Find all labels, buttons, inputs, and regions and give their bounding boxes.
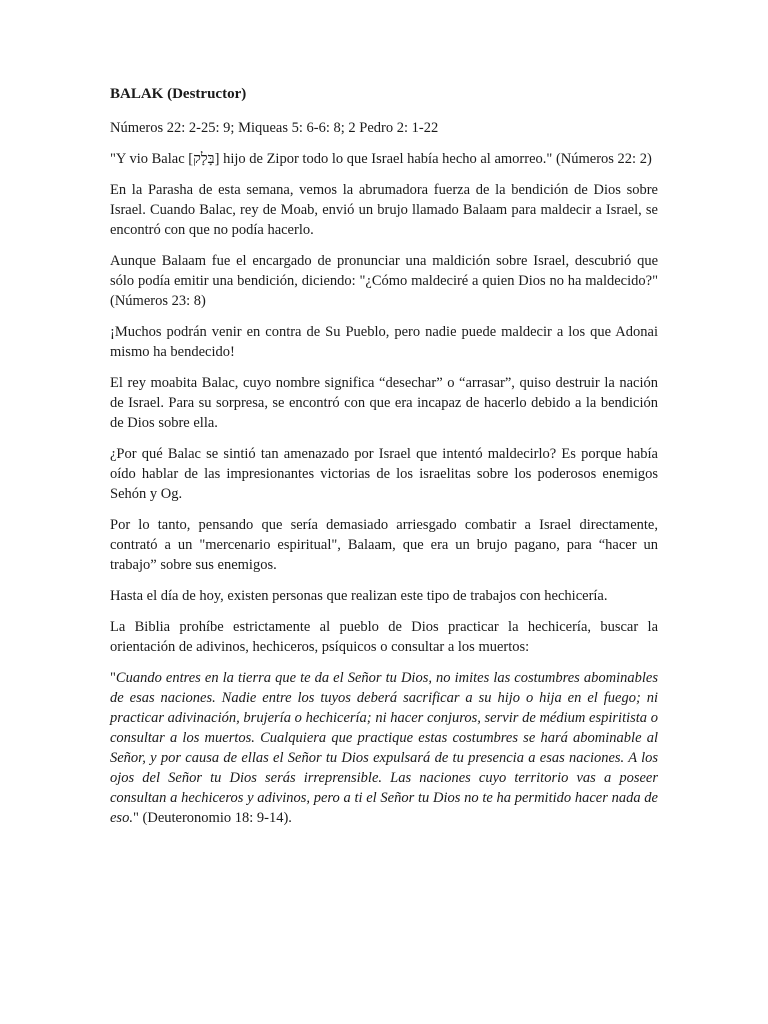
paragraph-6: ¿Por qué Balac se sintió tan amenazado por Israel que intentó maldecirlo? Es porque había oído hablar de las impresionantes victorias de los israelitas sobre los poderosos enemigos Sehón y Og.: [110, 446, 658, 502]
deuteronomy-quote: [110, 668, 658, 828]
paragraph-9: La Biblia prohíbe estrictamente al pueblo de Dios practicar la hechicería, buscar la orientación de adivinos, hechiceros, psíquicos o consultar a los muertos:: [110, 619, 658, 655]
paragraph-5: El rey moabita Balac, cuyo nombre significa “desechar” o “arrasar”, quiso destruir la nación de Israel. Para su sorpresa, se encontró con que era incapaz de hacerlo debido a la bendición de Dios sobre ella.: [110, 375, 658, 431]
paragraph-3: Aunque Balaam fue el encargado de pronunciar una maldición sobre Israel, descubrió que sólo podía emitir una bendición, diciendo: "¿Cómo maldeciré a quien Dios no ha maldecido?" (Números 23: 8): [110, 253, 658, 309]
quote-citation: (Deuteronomio 18: 9-14).: [138, 810, 292, 826]
paragraph-7: Por lo tanto, pensando que sería demasiado arriesgado combatir a Israel directamente, contrató a un "mercenario espiritual", Balaam, que era un brujo pagano, para “hacer un trabajo” sobre sus enemigos.: [110, 517, 658, 573]
quote-text: Cuando entres en la tierra que te da el Señor tu Dios, no imites las costumbres abominables de esas naciones. Nadie entre los tuyos deberá sacrificar a su hijo o hija en el fuego; ni practicar adivinación, brujería o hechicería; ni hacer conjuros, servir de médium espiritista o consultar a los muertos. Cualquiera que practique estas costumbres se hará abominable al Señor, y por causa de ellas el Señor tu Dios expulsará de tu presencia a esas naciones. A los ojos del Señor tu Dios serás irreprensible. Las naciones cuyo territorio vas a poseer consultan a hechiceros y adivinos, pero a ti el Señor tu Dios no te ha permitido hacer nada de eso.: [110, 670, 658, 826]
quote-open-mark: ": [110, 670, 116, 686]
paragraph-1: "Y vio Balac [בָּלָק] hijo de Zipor todo lo que Israel había hecho al amorreo." (Números 22: 2): [110, 151, 652, 167]
paragraph-8: Hasta el día de hoy, existen personas que realizan este tipo de trabajos con hechicería.: [110, 588, 608, 604]
scripture-references: Números 22: 2-25: 9; Miqueas 5: 6-6: 8; 2 Pedro 2: 1-22: [110, 120, 439, 136]
paragraph-4: ¡Muchos podrán venir en contra de Su Pueblo, pero nadie puede maldecir a los que Adonai mismo ha bendecido!: [110, 324, 658, 360]
quote-close-mark: ": [132, 810, 139, 826]
paragraph-2: En la Parasha de esta semana, vemos la abrumadora fuerza de la bendición de Dios sobre Israel. Cuando Balac, rey de Moab, envió un brujo llamado Balaam para maldecir a Israel, se encontró con que no podía hacerlo.: [110, 182, 658, 238]
document-title: BALAK (Destructor): [110, 86, 247, 102]
document-page: [110, 84, 658, 828]
